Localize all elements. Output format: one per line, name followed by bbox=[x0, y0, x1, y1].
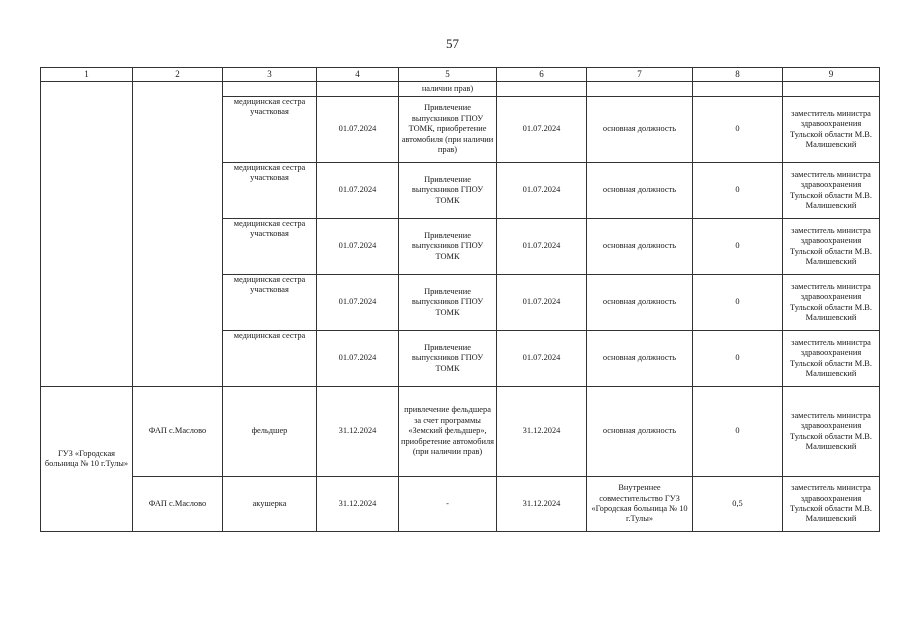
measures-cell: привлечение фельдшера за счет программы «Земский фельдшер», приобретение автомобиля (при наличии прав) bbox=[399, 387, 497, 477]
employment-cell: основная должность bbox=[587, 97, 693, 163]
measures-cell: - bbox=[399, 477, 497, 532]
responsible-cell: заместитель министра здравоохранения Тульской области М.В. Малишевский bbox=[783, 275, 880, 331]
table-row bbox=[41, 387, 880, 477]
deadline-cell: 01.07.2024 bbox=[497, 275, 587, 331]
position-cell: медицинская сестра участковая bbox=[223, 219, 317, 275]
position-cell: медицинская сестра участковая bbox=[223, 97, 317, 163]
position-cell: медицинская сестра участковая bbox=[223, 163, 317, 219]
header-cell: 6 bbox=[497, 68, 587, 82]
unit-cell: ФАП с.Маслово bbox=[133, 387, 223, 477]
deadline-cell: 01.07.2024 bbox=[497, 97, 587, 163]
employment-cell: Внутреннее совместительство ГУЗ «Городская больница № 10 г.Тулы» bbox=[587, 477, 693, 532]
employment-cell: основная должность bbox=[587, 163, 693, 219]
rate-cell: 0 bbox=[693, 163, 783, 219]
table-row bbox=[41, 477, 880, 532]
deadline-cell: 31.12.2024 bbox=[497, 477, 587, 532]
employment-cell: основная должность bbox=[587, 387, 693, 477]
institution-cell-empty bbox=[41, 82, 133, 387]
header-cell: 8 bbox=[693, 68, 783, 82]
date-cell: 31.12.2024 bbox=[317, 477, 399, 532]
page-number: 57 bbox=[446, 36, 459, 51]
rate-cell: 0,5 bbox=[693, 477, 783, 532]
unit-cell-empty bbox=[133, 82, 223, 387]
responsible-cell: заместитель министра здравоохранения Тульской области М.В. Малишевский bbox=[783, 219, 880, 275]
rate-cell: 0 bbox=[693, 331, 783, 387]
position-cell: медицинская сестра bbox=[223, 331, 317, 387]
table-row bbox=[41, 82, 880, 97]
date-cell: 01.07.2024 bbox=[317, 163, 399, 219]
responsible-cell: заместитель министра здравоохранения Тульской области М.В. Малишевский bbox=[783, 387, 880, 477]
date-cell: 31.12.2024 bbox=[317, 387, 399, 477]
date-cell: 01.07.2024 bbox=[317, 97, 399, 163]
header-cell: 7 bbox=[587, 68, 693, 82]
rate-cell: 0 bbox=[693, 219, 783, 275]
deadline-cell: 31.12.2024 bbox=[497, 387, 587, 477]
deadline-cell: 01.07.2024 bbox=[497, 163, 587, 219]
date-cell: 01.07.2024 bbox=[317, 275, 399, 331]
responsible-cell: заместитель министра здравоохранения Тульской области М.В. Малишевский bbox=[783, 97, 880, 163]
deadline-cell: 01.07.2024 bbox=[497, 331, 587, 387]
rate-cell: 0 bbox=[693, 275, 783, 331]
measures-continuation: наличии прав) bbox=[399, 82, 497, 97]
header-cell: 1 bbox=[41, 68, 133, 82]
responsible-cell: заместитель министра здравоохранения Тульской области М.В. Малишевский bbox=[783, 163, 880, 219]
employment-cell: основная должность bbox=[587, 219, 693, 275]
institution-cell: ГУЗ «Городская больница № 10 г.Тулы» bbox=[41, 387, 133, 532]
responsible-cell: заместитель министра здравоохранения Тульской области М.В. Малишевский bbox=[783, 477, 880, 532]
deadline-cell: 01.07.2024 bbox=[497, 219, 587, 275]
position-cell: медицинская сестра участковая bbox=[223, 275, 317, 331]
header-cell: 9 bbox=[783, 68, 880, 82]
unit-cell: ФАП с.Маслово bbox=[133, 477, 223, 532]
date-cell: 01.07.2024 bbox=[317, 331, 399, 387]
header-cell: 3 bbox=[223, 68, 317, 82]
measures-cell: Привлечение выпускников ГПОУ ТОМК bbox=[399, 163, 497, 219]
employment-cell: основная должность bbox=[587, 275, 693, 331]
header-row bbox=[41, 68, 880, 82]
responsible-cell: заместитель министра здравоохранения Тульской области М.В. Малишевский bbox=[783, 331, 880, 387]
measures-cell: Привлечение выпускников ГПОУ ТОМК bbox=[399, 275, 497, 331]
employment-cell: основная должность bbox=[587, 331, 693, 387]
position-cell: акушерка bbox=[223, 477, 317, 532]
position-cell: фельдшер bbox=[223, 387, 317, 477]
staffing-table bbox=[40, 67, 880, 532]
measures-cell: Привлечение выпускников ГПОУ ТОМК bbox=[399, 219, 497, 275]
header-cell: 4 bbox=[317, 68, 399, 82]
measures-cell: Привлечение выпускников ГПОУ ТОМК, приобретение автомобиля (при наличии прав) bbox=[399, 97, 497, 163]
rate-cell: 0 bbox=[693, 97, 783, 163]
date-cell: 01.07.2024 bbox=[317, 219, 399, 275]
header-cell: 2 bbox=[133, 68, 223, 82]
rate-cell: 0 bbox=[693, 387, 783, 477]
header-cell: 5 bbox=[399, 68, 497, 82]
measures-cell: Привлечение выпускников ГПОУ ТОМК bbox=[399, 331, 497, 387]
